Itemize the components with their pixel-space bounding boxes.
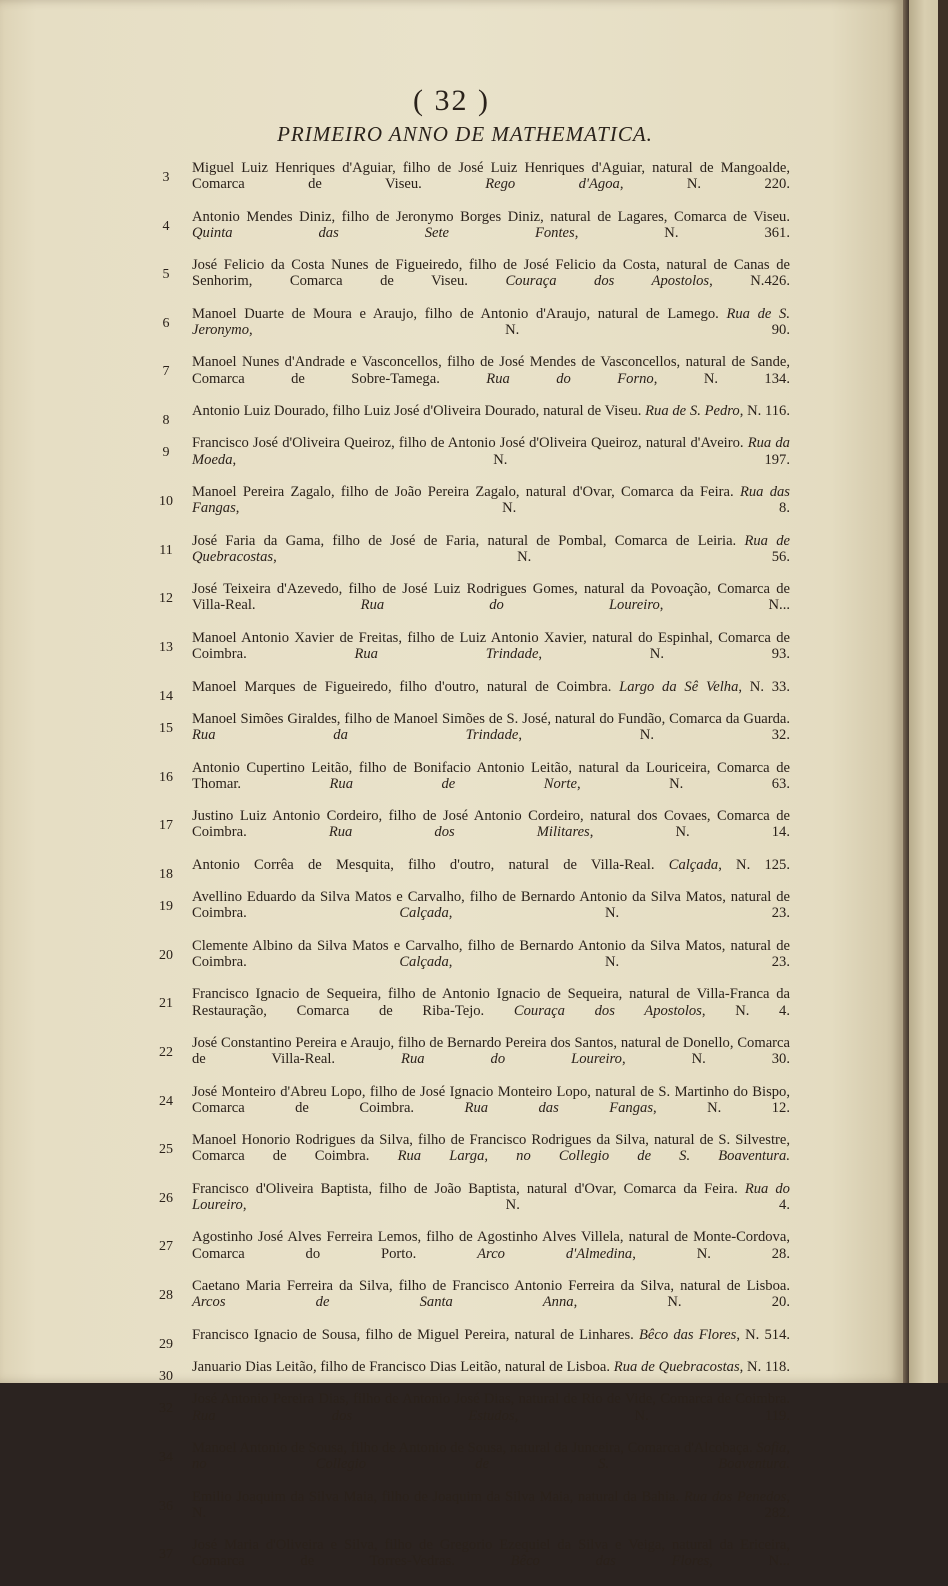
entry-house-number: , N. 4. [701,1002,790,1019]
list-item [150,711,790,760]
entry-text [192,1132,790,1181]
entry-house-number: , N. 90. [249,322,790,339]
entry-description: Clemente Albino da Silva Matos e Carvalho, filho de Bernardo Antonio da Silva Matos, natural de Coimbra. [192,937,790,970]
entry-text [192,679,790,711]
entry-house-number: , N. 118. [739,1359,790,1376]
list-item [150,257,790,306]
entry-text [192,403,790,435]
list-item [150,679,790,711]
entry-number: 28 [159,1288,173,1304]
entry-address: Rua dos Penedos [683,1488,787,1505]
entry-number: 19 [159,899,173,915]
entry-number: 4 [162,218,170,234]
entry-house-number: , N. 4. [242,1197,790,1213]
entry-address: Rua de S. Jeronymo [192,305,790,339]
entry-address: Calçada [399,953,449,970]
list-item [150,354,790,403]
entry-description: Francisco José d'Oliveira Queiroz, filho de Antonio José d'Oliveira Queiroz, natural d'Aveiro. [192,435,744,452]
entry-description: Antonio Corrêa de Mesquita, filho d'outro, natural de Villa-Real. [192,856,655,873]
entry-description: Antonio Cupertino Leitão, filho de Bonifacio Antonio Leitão, natural da Louriceira, Comarca de Thomar. [192,759,790,792]
entry-description: Justino Luiz Antonio Cordeiro, filho de José Antonio Cordeiro, natural dos Covaes, Comarca de Coimbra. [192,808,790,841]
entry-address: Rua dos Militares [328,824,590,841]
entry-text [192,938,790,987]
entry-number: 34 [159,1450,173,1466]
entry-text [192,1229,790,1278]
entry-number: 15 [159,720,173,736]
entry-text [192,533,790,582]
entry-description: Emilio Joaquim da Silva Maia, filho de Joaquim da Silva Maia, natural da Bahia. [192,1488,680,1505]
entry-address: Largo da Sê Velha [619,678,739,695]
entry-text [192,484,790,533]
entry-number: 12 [159,591,173,607]
list-item [150,484,790,533]
entry-number: 17 [159,818,173,834]
entry-number: 7 [162,364,170,380]
list-item [150,1489,790,1538]
entry-house-number: , N. 119. [514,1407,790,1424]
entry-text [192,1035,790,1084]
list-item [150,808,790,857]
entry-text [192,1278,790,1327]
entry-house-number: , N. 116. [739,403,791,420]
entry-number: 5 [162,267,170,283]
entry-number: 14 [159,688,173,704]
entry-number: 9 [162,445,170,461]
entry-description: Agostinho José Alves Ferreira Lemos, filho de Agostinho Alves Villela, natural de Monte-Cordova, Comarca do Porto. [192,1229,790,1262]
entry-address: Bêco das Flores [510,1553,710,1570]
entry-number: 22 [159,1044,173,1060]
entry-text [192,630,790,679]
entry-address: Rua do Loureiro [401,1051,622,1068]
entry-description: Francisco d'Oliveira Baptista, filho de João Baptista, natural d'Ovar, Comarca da Feira. [192,1180,738,1197]
list-item [150,1084,790,1133]
entry-house-number: , N. 63. [576,775,790,792]
entry-house-number: , N. 197. [232,451,790,468]
entry-house-number: , N. 32. [518,727,790,744]
entry-house-number: , N. 30. [621,1051,790,1068]
entry-text [192,889,790,938]
entry-house-number: , N. 20. [573,1294,790,1311]
list-item [150,1132,790,1181]
entry-house-number: , N. 134. [653,370,790,387]
page-heading: PRIMEIRO ANNO DE MATHEMATICA. [277,122,653,146]
entry-address: Rua das Fangas [464,1099,653,1116]
list-item [150,1327,790,1359]
list-item [150,630,790,679]
entry-address: Calçada [668,856,719,873]
list-item [150,1035,790,1084]
entry-description: José Maria d'Oliveira e Silva, filho de Gregorio Ezequiel da Silva e Veiga, natural da Ericeira, Comarca de Torres-Vedras. [192,1537,790,1570]
entry-description: Manoel Antonio Xavier de Freitas, filho de Luiz Antonio Xavier, natural do Espinhal, Comarca de Coimbra. [192,629,790,663]
entry-description: Francisco Ignacio de Sousa, filho de Miguel Pereira, natural de Linhares. [192,1326,634,1343]
list-item [150,581,790,630]
entry-house-number: , N. 56. [273,548,790,565]
list-item [150,1278,790,1327]
entry-house-number: , N. 514. [736,1326,791,1343]
entry-number: 8 [162,413,170,429]
entry-house-number: , N. 361. [574,224,790,241]
entry-text [192,808,790,857]
entry-description: José Constantino Pereira e Araujo, filho de Bernardo Pereira dos Santos, natural de Donello, Comarca de Villa-Real. [192,1034,790,1068]
entry-text [192,1327,790,1359]
entry-number: 20 [159,947,173,963]
entry-text [192,760,790,809]
entry-description: Caetano Maria Ferreira da Silva, filho de Francisco Antonio Ferreira da Silva, natural de Lisboa. [192,1278,790,1295]
entry-house-number: , N. 12. [653,1099,790,1116]
entry-address: Rua dos Estudos [192,1407,515,1424]
entry-text [192,1440,790,1489]
entry-text [192,1359,790,1391]
entry-house-number: , N. 23. [448,905,790,922]
entry-description: Manoel Honorio Rodrigues da Silva, filho de Francisco Rodrigues da Silva, natural de S. Silvestre, Comarca de Coimbra. [192,1132,790,1165]
entry-house-number: , N... [709,1553,790,1570]
entry-number: 11 [159,542,173,558]
entry-address: Rua Trindade [354,646,539,663]
entry-text [192,306,790,355]
entry-description: Avellino Eduardo da Silva Matos e Carvalho, filho de Bernardo Antonio da Silva Matos, natural de Coimbra. [192,889,790,922]
entry-address: Bêco das Flores [639,1326,737,1343]
list-item [150,889,790,938]
entry-address: Sofia, no Collegio de S. Boaventura. [192,1440,790,1473]
entry-description: Manoel Duarte de Moura e Araujo, filho de Antonio d'Araujo, natural de Lamego. [192,305,719,322]
entry-number: 25 [159,1142,173,1158]
entry-text [192,1084,790,1133]
entry-number: 27 [159,1239,173,1255]
entry-description: Antonio Mendes Diniz, filho de Jeronymo Borges Diniz, natural de Lagares, Comarca de Viseu. [192,208,790,225]
entry-address: Rua de Norte [329,775,577,792]
entry-text [192,711,790,760]
entry-number: 16 [159,769,173,785]
entry-number: 3 [162,170,170,185]
entry-address: Rua das Fangas [192,484,790,517]
entry-house-number: , N... [659,597,790,614]
entry-address: Rua de Quebracostas [192,532,790,565]
dark-background-edge [938,0,948,1383]
student-list [150,160,790,1586]
entry-address: Rua do Loureiro [192,1180,790,1213]
entry-text [192,257,790,306]
entry-house-number: , N. 23. [448,953,790,970]
list-item [150,857,790,889]
entry-text [192,1489,790,1538]
entry-address: Arco d'Almedina [477,1245,633,1262]
entry-address: Quinta das Sete Fontes [192,224,575,241]
entry-address: Rua da Moeda [192,435,790,468]
entry-text [192,581,790,630]
entry-text [192,1181,790,1230]
entry-text [192,1391,790,1440]
entry-house-number: , N. 125. [718,856,790,873]
entry-address: Rua de S. Pedro [645,403,740,420]
list-item [150,1359,790,1391]
entry-description: Francisco Ignacio de Sequeira, filho de Antonio Ignacio de Sequeira, natural de Villa-Franca da Restauração, Comarca de Riba-Tejo. [192,986,790,1019]
list-item [150,1440,790,1489]
entry-house-number: , N. 220. [619,176,790,193]
entry-house-number: , N. 14. [589,824,790,841]
entry-house-number: , N. 28. [632,1245,790,1262]
entry-description: Antonio Luiz Dourado, filho Luiz José d'Oliveira Dourado, natural de Viseu. [192,403,642,420]
entry-house-number: , N. 33. [738,678,790,695]
list-item [150,1229,790,1278]
list-item [150,1537,790,1586]
list-item [150,160,790,209]
entry-description: José Teixeira d'Azevedo, filho de José Luiz Rodrigues Gomes, natural da Povoação, Comarca de Villa-Real. [192,581,790,614]
list-item [150,403,790,435]
entry-number: 13 [159,639,173,655]
list-item [150,209,790,258]
entry-text [192,354,790,403]
page-number: ( 32 ) [413,84,490,117]
entry-address: Rua do Loureiro [360,597,660,614]
entry-house-number: , N.426. [709,273,790,290]
list-item [150,1181,790,1230]
entry-description: Manoel Nunes d'Andrade e Vasconcellos, filho de José Mendes de Vasconcellos, natural de Sande, Comarca de Sobre-Tamega. [192,354,790,387]
entry-description: Manoel Pereira Zagalo, filho de João Pereira Zagalo, natural d'Ovar, Comarca da Feira. [192,484,734,501]
entry-description: José Monteiro d'Abreu Lopo, filho de José Ignacio Monteiro Lopo, natural de S. Martinho do Bispo, Comarca de Coimbra. [192,1083,790,1116]
entry-text [192,435,790,484]
entry-description: Manoel Marques de Figueiredo, filho d'outro, natural de Coimbra. [192,678,612,695]
list-item [150,760,790,809]
entry-number: 21 [159,996,173,1012]
entry-text [192,209,790,258]
list-item [150,1391,790,1440]
entry-description: Manoel Antonio de Sousa, filho de Antonio de Sousa, natural da Junceira, Comarca d'Alcobaça. [192,1440,753,1457]
entry-description: José Antonio Pereira Dias, filho de Antonio José Dias, natural de Rio de Vide, Comarca de Coimbra. [192,1391,790,1408]
entry-number: 6 [162,315,170,331]
entry-description: Januario Dias Leitão, filho de Francisco Dias Leitão, natural de Lisboa. [192,1359,611,1376]
entry-number: 29 [159,1336,173,1352]
entry-address: Rua do Forno [486,370,654,387]
entry-number: 37 [159,1547,173,1563]
list-item [150,938,790,987]
entry-house-number: , N. 282. [192,1488,790,1521]
entry-address: Calçada [399,905,449,922]
entry-house-number: , N. 93. [538,646,790,663]
entry-address: Rego d'Agoa [485,176,620,193]
entry-address: Rua de Quebracostas [613,1359,740,1376]
entry-text [192,857,790,889]
entry-number: 18 [159,866,173,882]
list-item [150,306,790,355]
entry-number: 24 [159,1093,173,1109]
entry-description: José Felicio da Costa Nunes de Figueiredo, filho de José Felicio da Costa, natural de Canas de Senhorim, Comarca de Viseu. [192,257,790,290]
entry-address: Couraça dos Apostolos [513,1002,702,1019]
entry-text [192,1537,790,1586]
entry-text [192,986,790,1035]
entry-number: 36 [159,1498,173,1514]
entry-address: Rua Larga, no Collegio de S. Boaventura. [397,1148,790,1165]
entry-number: 32 [159,1401,173,1417]
entry-house-number: , N. 8. [235,500,790,517]
entry-address: Couraça dos Apostolos [505,273,710,290]
entry-text [192,160,790,209]
entry-description: Manoel Simões Giraldes, filho de Manoel Simões de S. José, natural do Fundão, Comarca da Guarda. [192,710,790,727]
list-item [150,986,790,1035]
list-item [150,435,790,484]
list-item [150,533,790,582]
entry-description: José Faria da Gama, filho de José de Faria, natural de Pombal, Comarca de Leiria. [192,532,737,549]
entry-number: 26 [159,1190,173,1206]
entry-address: Rua da Trindade [192,727,519,744]
entry-description: Miguel Luiz Henriques d'Aguiar, filho de José Luiz Henriques d'Aguiar, natural de Mangoalde, Comarca de Viseu. [192,160,790,193]
entry-number: 30 [159,1369,173,1385]
entry-address: Arcos de Santa Anna [192,1294,574,1311]
entry-number: 10 [159,494,173,510]
